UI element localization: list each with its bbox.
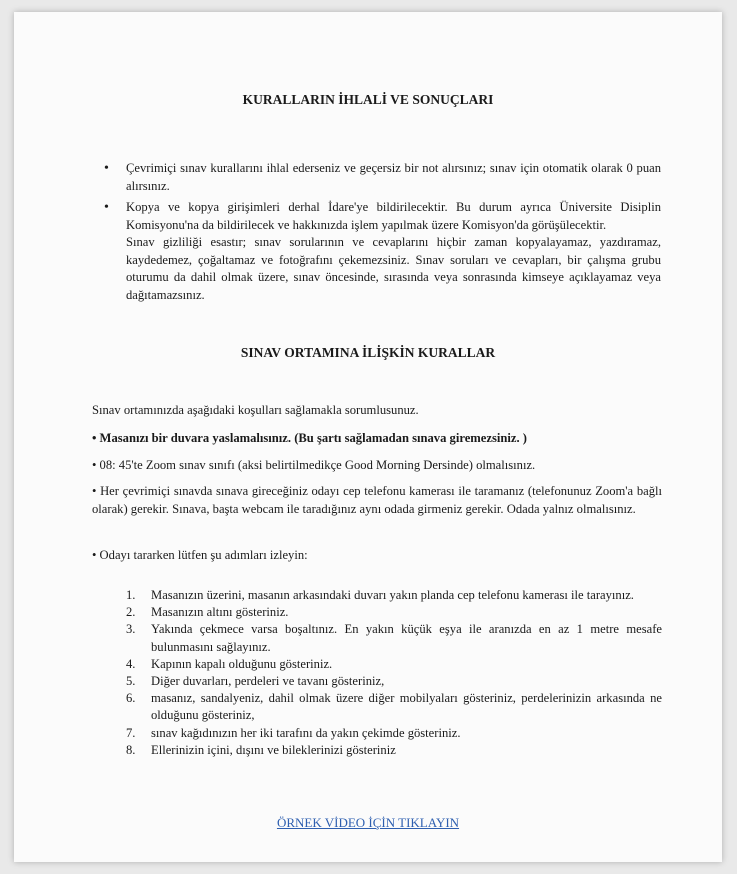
step-item: 7. sınav kağıdınızın her iki tarafını da yakın çekimde gösteriniz. <box>126 725 461 740</box>
scan-steps-list <box>114 587 662 759</box>
heading-violations: KURALLARIN İHLALİ VE SONUÇLARI <box>242 92 494 107</box>
rule-scan: • Her çevrimiçi sınavda sınava gireceğiniz odayı cep telefonu kamerası ile taramanız (telefonunuz Zoom'a bağlı olarak) gerekir. Sınava, başta webcam ile taradığınız aynı odada girmeniz gerekir. Odada yalnız olmalısınız. <box>92 484 662 516</box>
rule-time: • 08: 45'te Zoom sınav sınıfı (aksi belirtilmedikçe Good Morning Dersinde) olmalısınız. <box>92 458 536 472</box>
step-item: 2. Masanızın altını gösteriniz. <box>126 605 289 620</box>
rule-wall: • Masanızı bir duvara yaslamalısınız. (Bu şartı sağlamadan sınava giremezsiniz. ) <box>92 431 527 445</box>
step-item: 8. Ellerinizin içini, dışını ve bileklerinizi gösteriniz <box>126 742 396 757</box>
bullet-dot-icon: • <box>104 200 109 215</box>
step-item: 1. Masanızın üzerini, masanın arkasındaki duvarı yakın planda cep telefonu kamerası ile tarayınız. <box>126 588 634 602</box>
example-video-link[interactable]: ÖRNEK VİDEO İÇİN TIKLAYIN <box>276 815 460 830</box>
step-item: 5. Diğer duvarları, perdeleri ve tavanı gösteriniz, <box>126 674 385 689</box>
violation-bullets <box>104 160 661 304</box>
step-item: 4. Kapının kapalı olduğunu gösteriniz. <box>126 656 333 671</box>
step-item: 6. masanız, sandalyeniz, dahil olmak üzere diğer mobilyaları gösteriniz, perdelerinizin arkasında ne olduğunu gösteriniz, <box>126 691 662 723</box>
bullet-item <box>104 199 661 234</box>
step-item: 3. Yakında çekmece varsa boşaltınız. En yakın küçük eşya ile aranızda en az 1 metre mesafe bulunmasını sağlayınız. <box>126 622 662 654</box>
bullet-text: Çevrimiçi sınav kurallarını ihlal ederseniz ve geçersiz bir not alırsınız; sınav için otomatik olarak 0 puan alırsınız. <box>126 161 661 193</box>
bullet-text: Kopya ve kopya girişimleri derhal İdare'ye bildirilecektir. Bu durum ayrıca Üniversite Disiplin Komisyonu'na da bildirilecek ve hakkınızda işlem yapılmak üzere Komisyon'da görüşülecektir. <box>126 200 661 232</box>
intro-text: Sınav ortamınızda aşağıdaki koşulları sağlamakla sorumlusunuz. <box>92 403 419 417</box>
steps-intro: • Odayı tararken lütfen şu adımları izleyin: <box>92 548 308 562</box>
bullet-dot-icon: • <box>104 161 109 176</box>
confidentiality-paragraph: Sınav gizliliği esastır; sınav sorularının ve cevaplarını hiçbir zaman kopyalayamaz, yazdıramaz, kaydedemez, çoğaltamaz ve fotoğrafını çekemezsiniz. Sınav soruları ve cevapları, bir çalışma grubu oturumu da dahil olmak üzere, sınav öncesinde, sırasında veya sonrasında kimseye açıklayamaz veya dağıtamazsınız. <box>126 235 661 302</box>
document-page <box>14 12 722 862</box>
heading-exam-environment: SINAV ORTAMINA İLİŞKİN KURALLAR <box>240 345 496 360</box>
bullet-item <box>104 160 661 195</box>
